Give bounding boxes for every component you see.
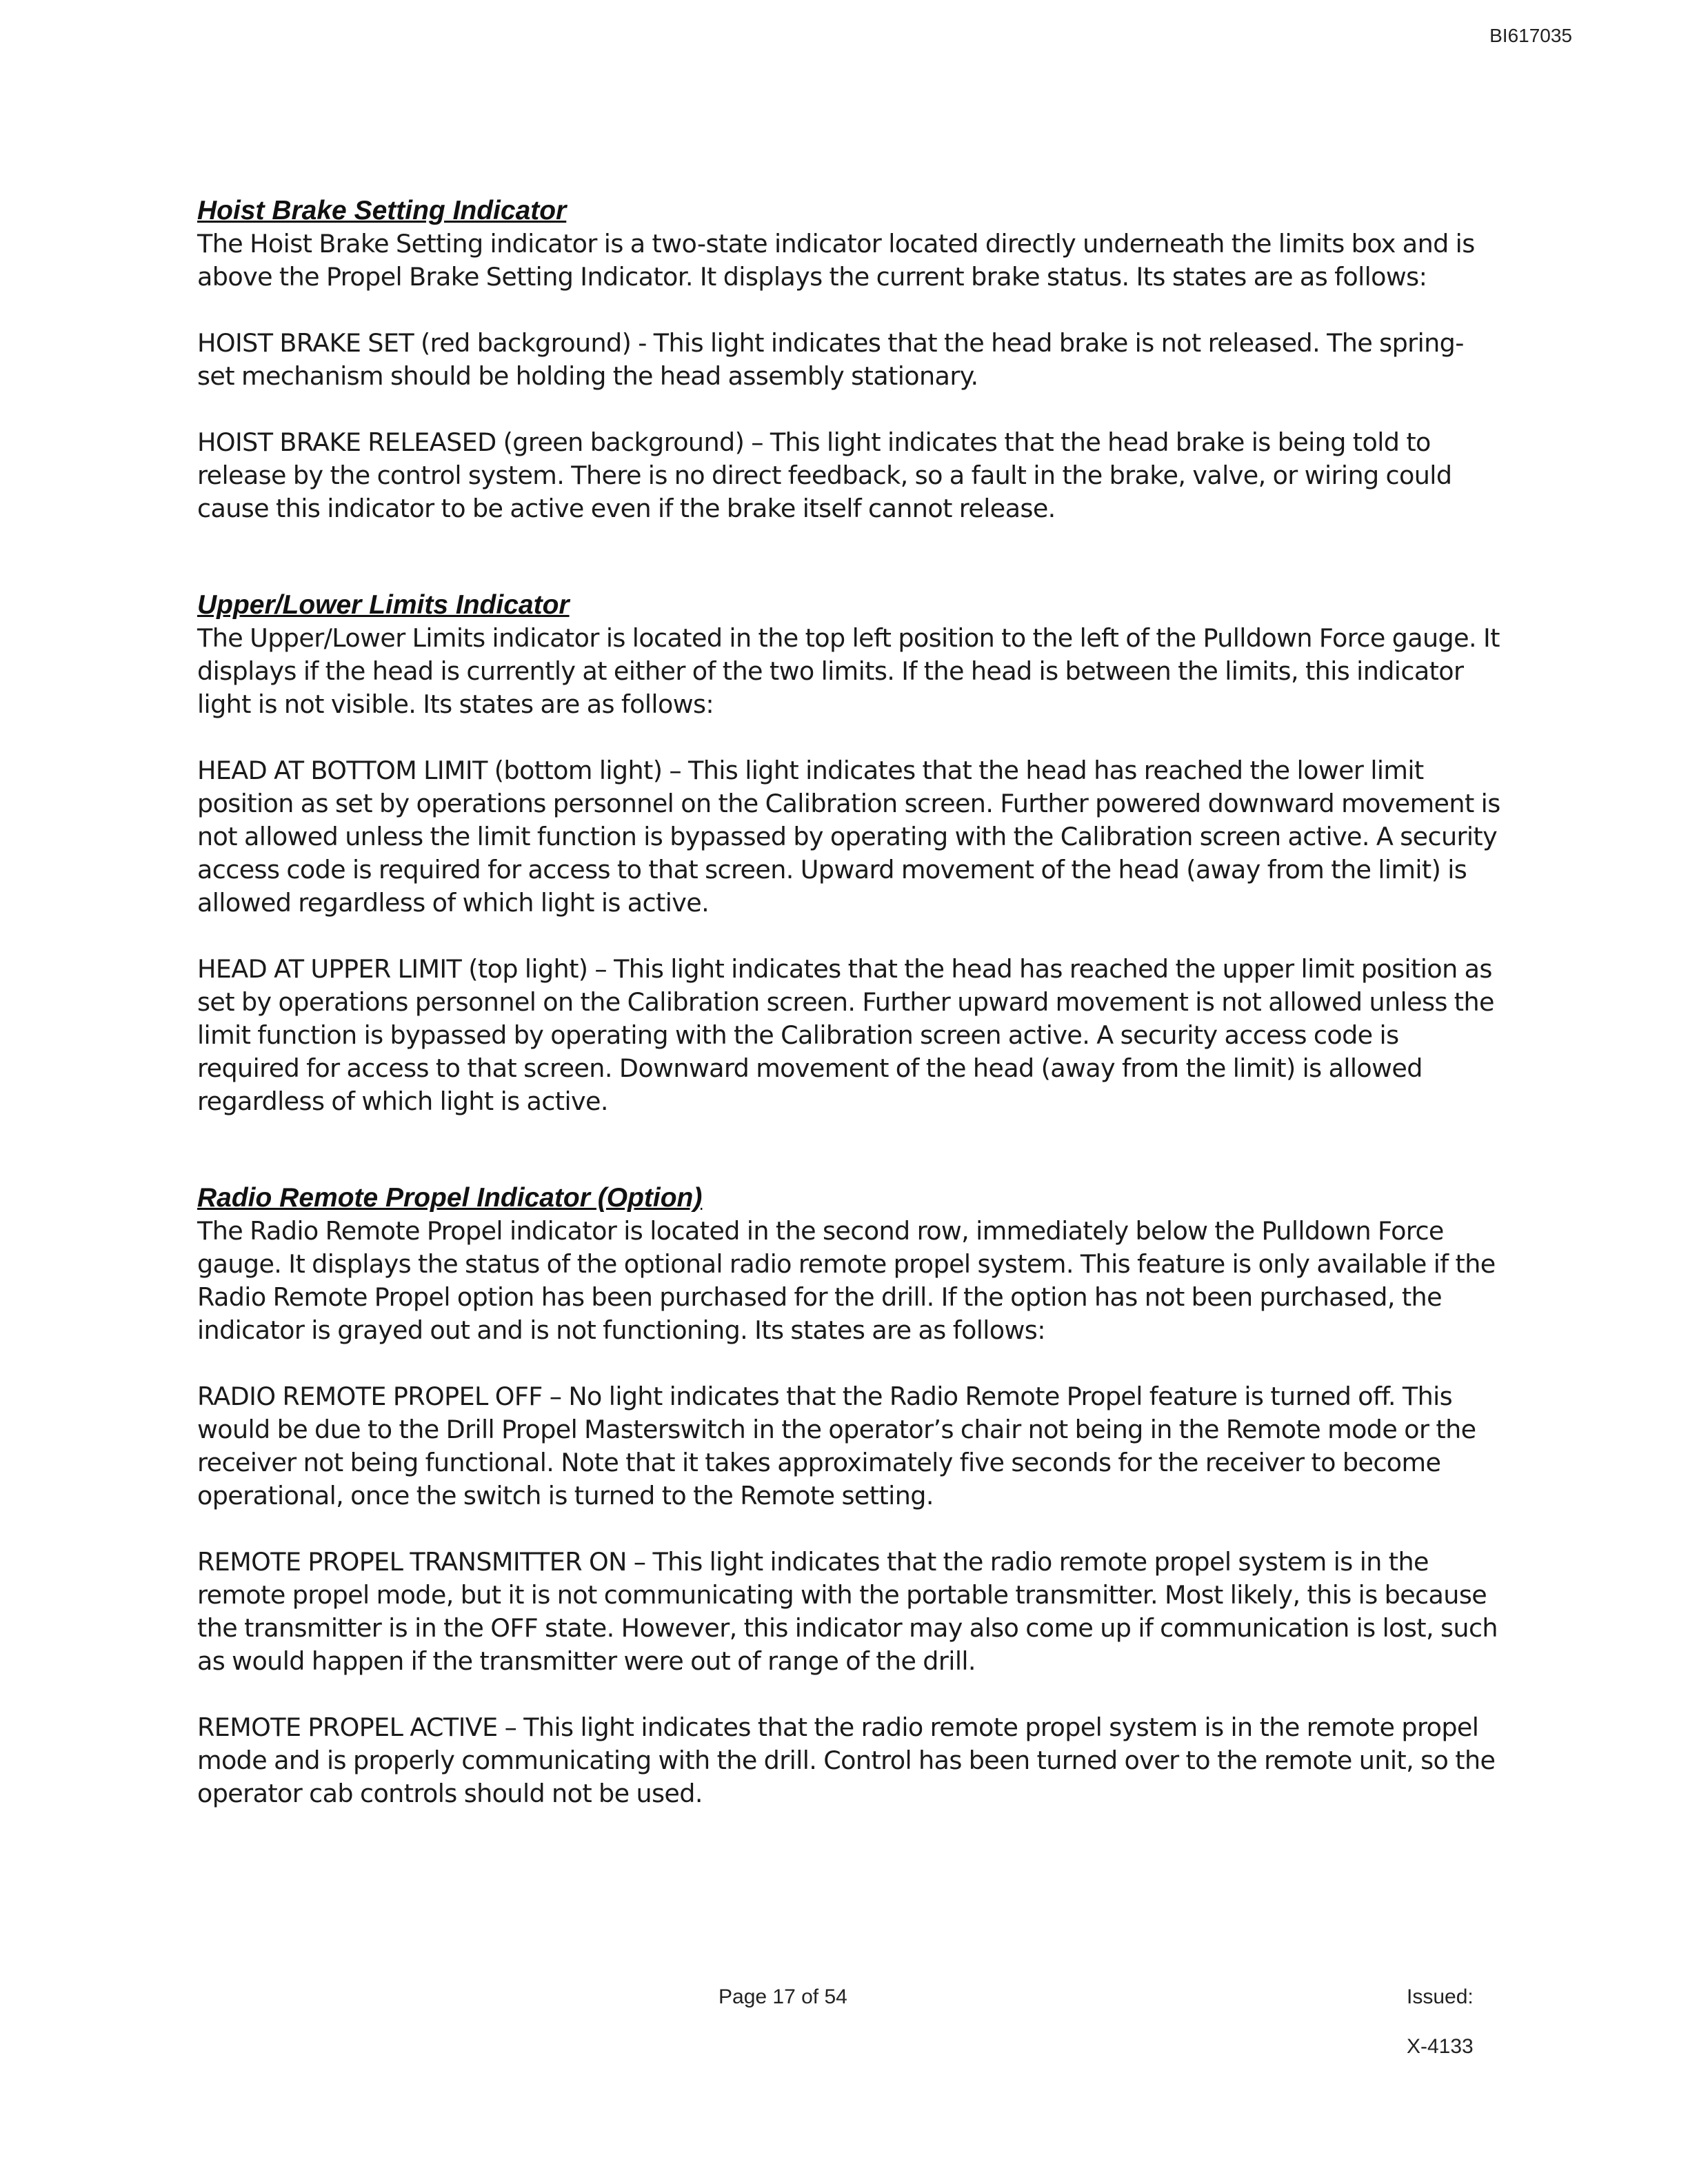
paragraph: The Upper/Lower Limits indicator is located in the top left position to the left of the Pulldown Force gauge. It displays if the head is currently at either of the two limits. If the head is between the limits, this indicator light is not visible. Its states are as follows:: [197, 623, 1500, 719]
paragraph: HOIST BRAKE RELEASED (green background) – This light indicates that the head brake is being told to release by the control system. There is no direct feedback, so a fault in the brake, valve, or wiring could cause this indicator to be active even if the brake itself cannot release.: [197, 427, 1452, 523]
section-limits: [197, 589, 1500, 1118]
paragraph: The Radio Remote Propel indicator is located in the second row, immediately below the Pulldown Force gauge. It displays the status of the optional radio remote propel system. This feature is only available if the Radio Remote Propel option has been purchased for the drill. If the option has not been purchased, the indicator is grayed out and is not functioning. Its states are as follows:: [197, 1216, 1496, 1345]
paragraph: HOIST BRAKE SET (red background) - This light indicates that the head brake is not released. The spring-set mechanism should be holding the head assembly stationary.: [197, 328, 1464, 391]
paragraph: HEAD AT BOTTOM LIMIT (bottom light) – This light indicates that the head has reached the lower limit position as set by operations personnel on the Calibration screen. Further powered downward movement is not allowed unless the limit function is bypassed by operating with the Calibration screen active. A security access code is required for access to that screen. Upward movement of the head (away from the limit) is allowed regardless of which light is active.: [197, 756, 1500, 918]
document-body: [197, 194, 1500, 1810]
section-radio-remote: [197, 1182, 1500, 1810]
document-code: X-4133: [1407, 2035, 1474, 2058]
section-heading: Hoist Brake Setting Indicator: [197, 196, 567, 225]
paragraph: REMOTE PROPEL ACTIVE – This light indicates that the radio remote propel system is in the remote propel mode and is properly communicating with the drill. Control has been turned over to the remote unit, so the operator cab controls should not be used.: [197, 1712, 1496, 1808]
page-number: Page 17 of 54: [719, 1985, 847, 2008]
document-id: BI617035: [1489, 25, 1572, 46]
section-hoist-brake: [197, 194, 1500, 525]
issued-label: Issued:: [1407, 1985, 1474, 2008]
paragraph: REMOTE PROPEL TRANSMITTER ON – This light indicates that the radio remote propel system is in the remote propel mode, but it is not communicating with the portable transmitter. Most likely, this is because the transmitter is in the OFF state. However, this indicator may also come up if communication is lost, such as would happen if the transmitter were out of range of the drill.: [197, 1547, 1498, 1676]
paragraph: The Hoist Brake Setting indicator is a two-state indicator located directly underneath the limits box and is above the Propel Brake Setting Indicator. It displays the current brake status. Its states are as follows:: [197, 229, 1475, 292]
paragraph: RADIO REMOTE PROPEL OFF – No light indicates that the Radio Remote Propel feature is turned off. This would be due to the Drill Propel Masterswitch in the operator’s chair not being in the Remote mode or the receiver not being functional. Note that it takes approximately five seconds for the receiver to become operational, once the switch is turned to the Remote setting.: [197, 1382, 1476, 1510]
paragraph: HEAD AT UPPER LIMIT (top light) – This light indicates that the head has reached the upper limit position as set by operations personnel on the Calibration screen. Further upward movement is not allowed unless the limit function is bypassed by operating with the Calibration screen active. A security access code is required for access to that screen. Downward movement of the head (away from the limit) is allowed regardless of which light is active.: [197, 954, 1494, 1116]
section-heading: Radio Remote Propel Indicator (Option): [197, 1183, 703, 1213]
section-heading: Upper/Lower Limits Indicator: [197, 590, 570, 620]
